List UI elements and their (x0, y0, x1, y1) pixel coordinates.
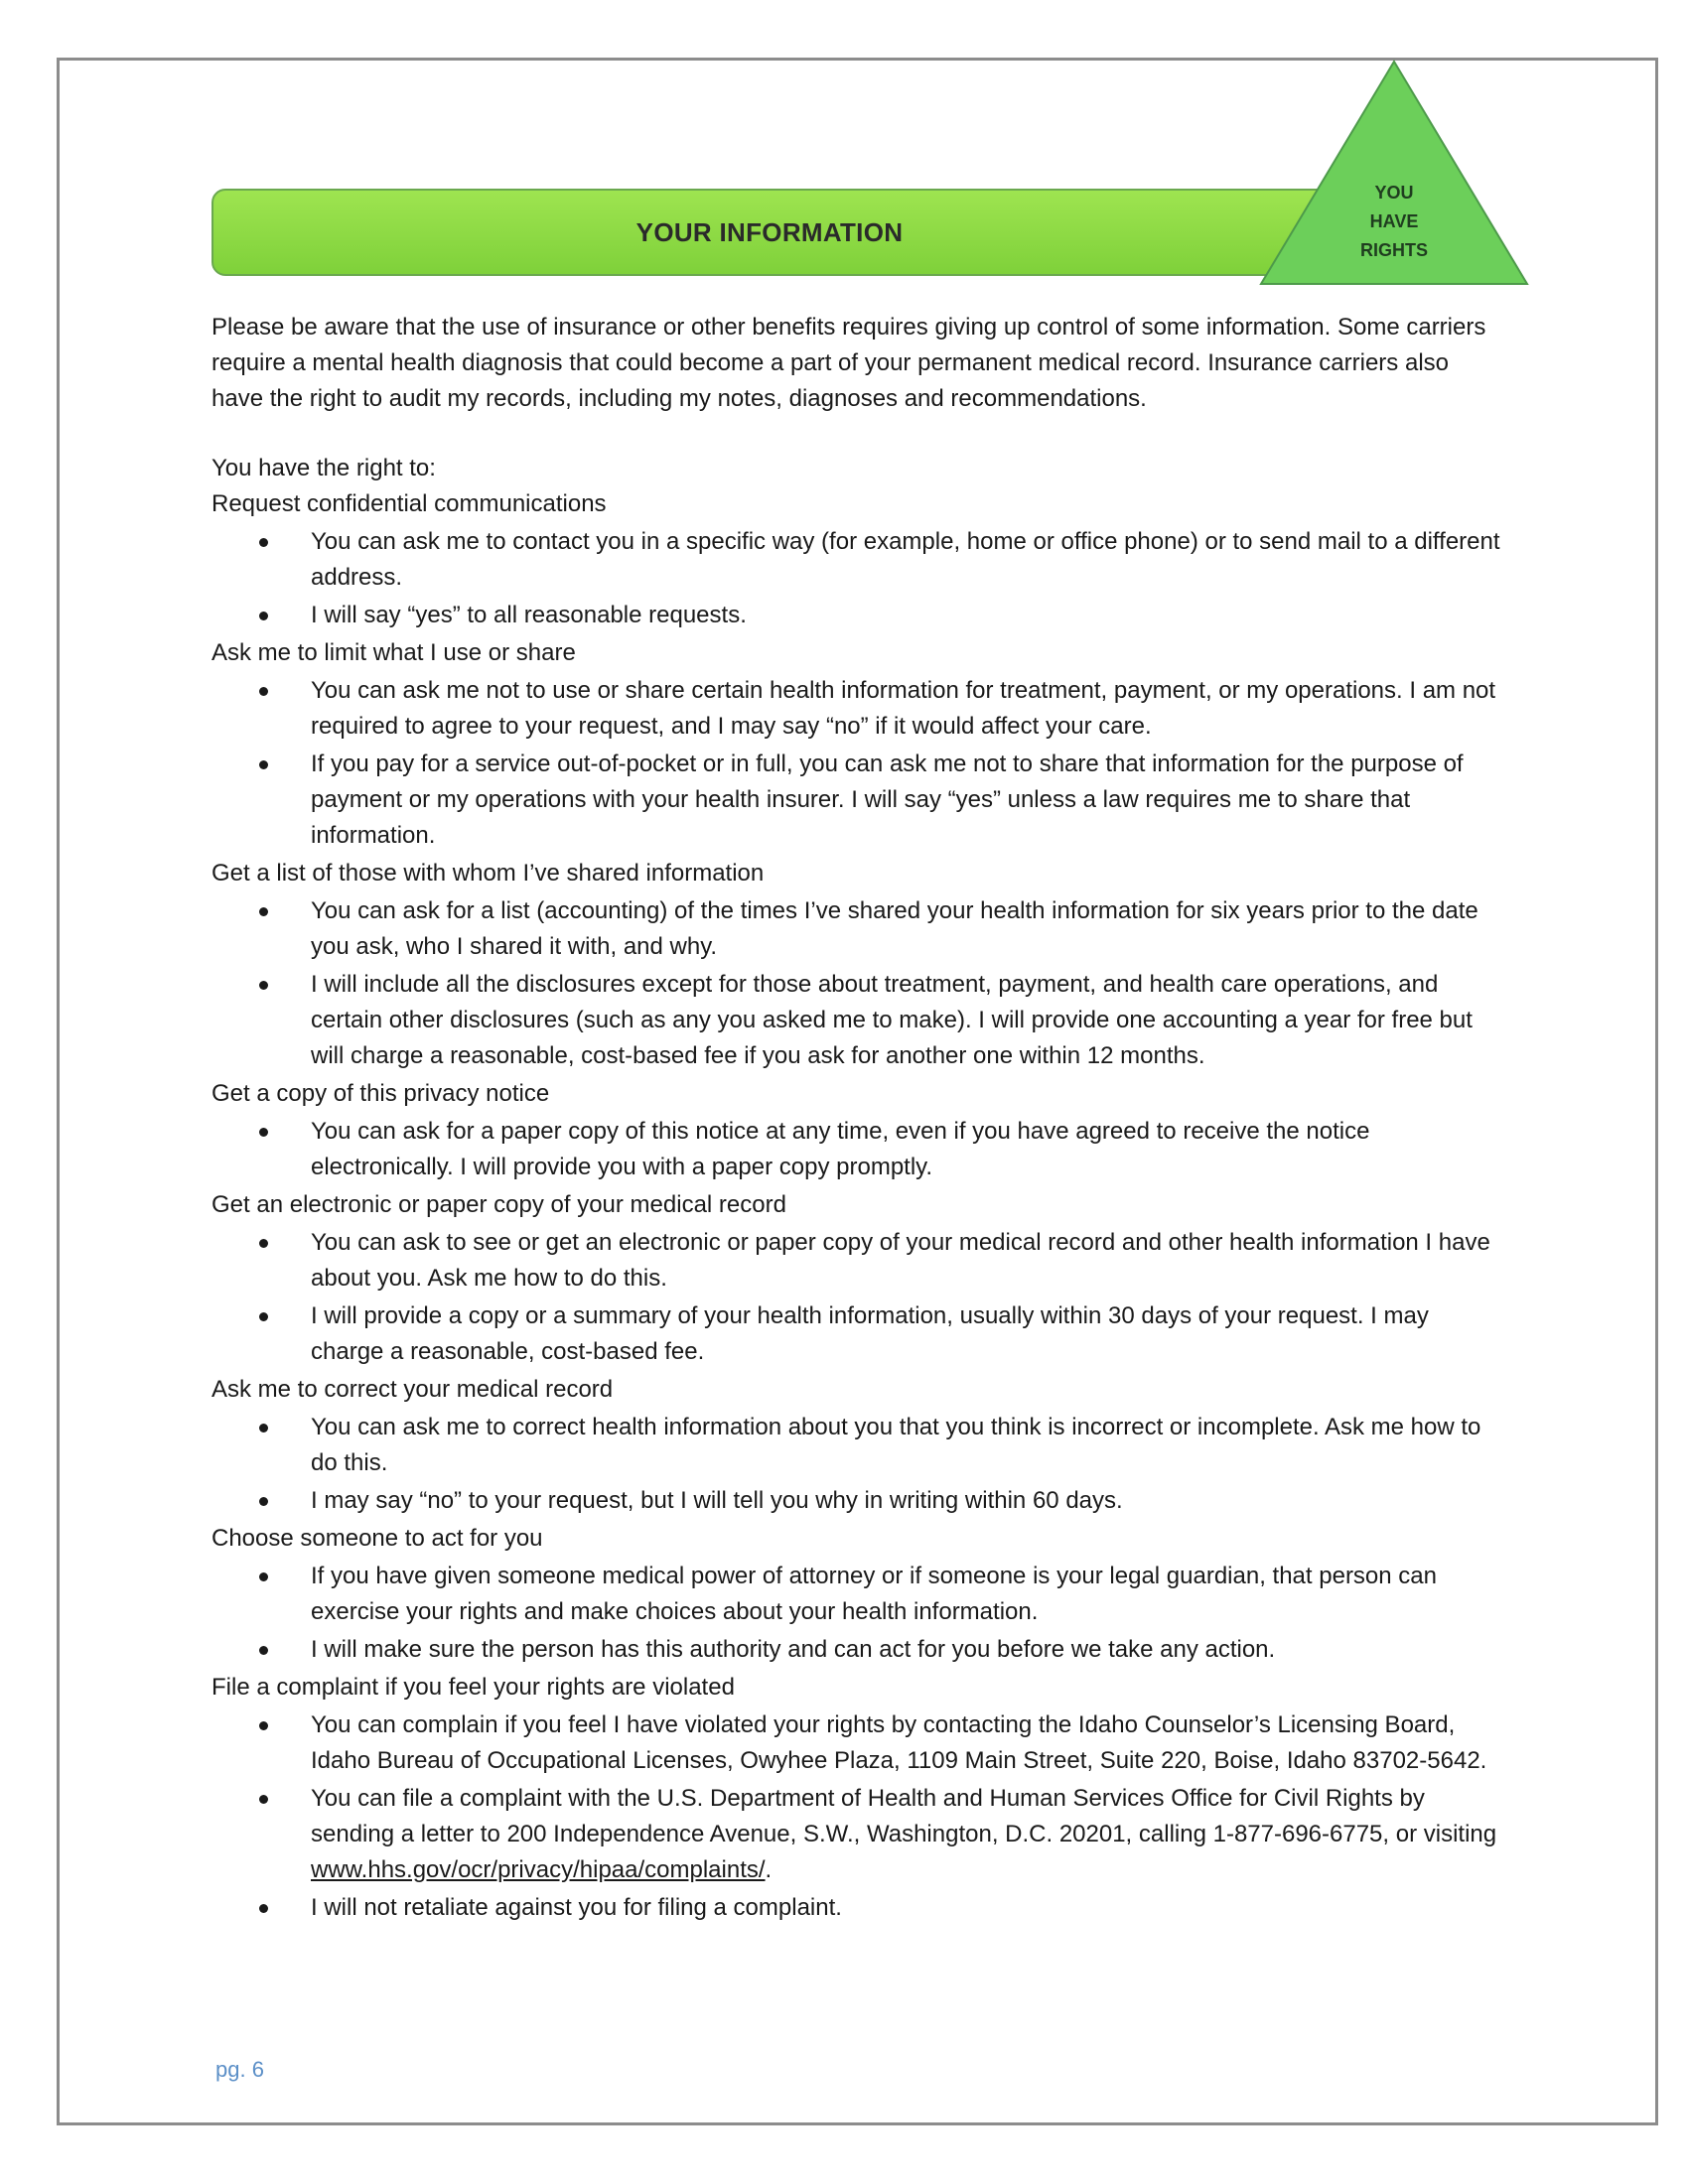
section (211, 1076, 1502, 1185)
bullet-list (211, 1559, 1502, 1668)
list-item (311, 1890, 1502, 1926)
bullet-icon (259, 981, 268, 990)
list-item (311, 524, 1502, 596)
section-heading: Choose someone to act for you (211, 1525, 543, 1552)
page-number: pg. 6 (215, 2057, 264, 2082)
rights-lead: You have the right to: (211, 455, 436, 481)
bullet-icon (259, 1424, 268, 1433)
list-item (311, 598, 1502, 633)
intro-paragraph: Please be aware that the use of insurance or other benefits requires giving up control of some information. Some carriers require a mental health diagnosis that could become a part of your permanent medical record. Insurance carriers also have the right to audit my records, including my notes, diagnoses and recommendations. (211, 314, 1486, 412)
list-item (311, 1298, 1502, 1370)
list-item (311, 1483, 1502, 1519)
list-item-text: I will make sure the person has this authority and can act for you before we take any action. (311, 1636, 1276, 1663)
bullet-icon (259, 907, 268, 916)
section (211, 1521, 1502, 1668)
section-heading: File a complaint if you feel your rights are violated (211, 1674, 735, 1701)
list-item-text: If you pay for a service out-of-pocket or in full, you can ask me not to share that information for the purpose of payment or my operations with your health insurer. I will say “yes” unless a law requires me to share that information. (311, 751, 1464, 849)
list-item-text: I may say “no” to your request, but I will tell you why in writing within 60 days. (311, 1487, 1123, 1514)
list-item-text: I will say “yes” to all reasonable requests. (311, 602, 747, 628)
bullet-icon (259, 1795, 268, 1804)
document-body (211, 310, 1502, 1928)
bullet-icon (259, 1239, 268, 1248)
bullet-icon (259, 687, 268, 696)
rights-badge-line: RIGHTS (1359, 240, 1428, 260)
bullet-icon (259, 1721, 268, 1730)
list-item-text: You can ask me to contact you in a specific way (for example, home or office phone) or to send mail to a different address. (311, 528, 1500, 591)
bullet-list (211, 673, 1502, 854)
bullet-icon (259, 1312, 268, 1321)
list-item (311, 1632, 1502, 1668)
bullet-list (211, 1707, 1502, 1926)
bullet-icon (259, 1497, 268, 1506)
list-item (311, 893, 1502, 965)
list-item (311, 1114, 1502, 1185)
bullet-icon (259, 1646, 268, 1655)
bullet-list (211, 893, 1502, 1074)
list-item-text: You can file a complaint with the U.S. Department of Health and Human Services Office for Civil Rights by sending a letter to 200 Independence Avenue, S.W., Washington, D.C. 20201, calling 1-877-696-6775, or visiting (311, 1785, 1497, 1847)
list-item (311, 747, 1502, 854)
bullet-icon (259, 538, 268, 547)
bullet-list (211, 1114, 1502, 1185)
section-heading: Get a list of those with whom I’ve shared information (211, 860, 765, 887)
list-item-text: You can ask me not to use or share certain health information for treatment, payment, or my operations. I am not required to agree to your request, and I may say “no” if it would affect your care. (311, 677, 1496, 740)
section (211, 486, 1502, 633)
list-item (311, 1707, 1502, 1779)
list-item-text: I will include all the disclosures except for those about treatment, payment, and health care operations, and certain other disclosures (such as any you asked me to make). I will provide one accounting a year for free but will charge a reasonable, cost-based fee if you ask for another one within 12 months. (311, 971, 1473, 1069)
section (211, 856, 1502, 1074)
rights-badge-line: YOU (1374, 183, 1414, 203)
list-item: You can file a complaint with the U.S. Department of Health and Human Services Office for Civil Rights by sending a letter to 200 Independence Avenue, S.W., Washington, D.C. 20201, calling 1-877-696-6775, or visiting www.hhs.gov/ocr/privacy/hipaa/complaints/. (311, 1781, 1502, 1888)
section (211, 635, 1502, 854)
section (211, 1670, 1502, 1926)
banner-title: YOUR INFORMATION (635, 217, 904, 247)
list-item (311, 1559, 1502, 1630)
complaints-link[interactable]: www.hhs.gov/ocr/privacy/hipaa/complaints/ (311, 1856, 766, 1883)
list-item-text: You can ask to see or get an electronic or paper copy of your medical record and other health information I have about you. Ask me how to do this. (311, 1229, 1490, 1292)
section-heading: Get an electronic or paper copy of your medical record (211, 1191, 786, 1218)
bullet-list (211, 1410, 1502, 1519)
list-item (311, 1225, 1502, 1297)
section-heading: Ask me to correct your medical record (211, 1376, 614, 1403)
bullet-list (211, 524, 1502, 633)
bullet-icon (259, 1128, 268, 1137)
bullet-icon (259, 760, 268, 769)
section-banner (211, 189, 1393, 276)
bullet-list (211, 1225, 1502, 1370)
list-item-text: You can ask me to correct health information about you that you think is incorrect or incomplete. Ask me how to do this. (311, 1414, 1481, 1476)
list-item (311, 1410, 1502, 1481)
list-item-text: If you have given someone medical power of attorney or if someone is your legal guardian, that person can exercise your rights and make choices about your health information. (311, 1563, 1437, 1625)
section-heading: Request confidential communications (211, 490, 607, 517)
section (211, 1372, 1502, 1519)
section (211, 1187, 1502, 1370)
list-item (311, 673, 1502, 745)
section-heading: Get a copy of this privacy notice (211, 1080, 550, 1107)
bullet-icon (259, 612, 268, 620)
list-item-text: You can ask for a paper copy of this notice at any time, even if you have agreed to receive the notice electronically. I will provide you with a paper copy promptly. (311, 1118, 1370, 1180)
list-item-text: I will provide a copy or a summary of your health information, usually within 30 days of your request. I may charge a reasonable, cost-based fee. (311, 1302, 1429, 1365)
list-item-text: You can ask for a list (accounting) of the times I’ve shared your health information for six years prior to the date you ask, who I shared it with, and why. (311, 897, 1478, 960)
section-heading: Ask me to limit what I use or share (211, 639, 576, 666)
list-item-text: You can complain if you feel I have violated your rights by contacting the Idaho Counselor’s Licensing Board, Idaho Bureau of Occupational Licenses, Owyhee Plaza, 1109 Main Street, Suite 220, Boise, Idaho 83702-5642. (311, 1711, 1487, 1774)
bullet-icon (259, 1904, 268, 1913)
bullet-icon (259, 1572, 268, 1581)
rights-badge (1335, 179, 1454, 265)
list-item (311, 967, 1502, 1074)
list-item-text: I will not retaliate against you for filing a complaint. (311, 1894, 842, 1921)
rights-badge-line: HAVE (1369, 211, 1419, 231)
